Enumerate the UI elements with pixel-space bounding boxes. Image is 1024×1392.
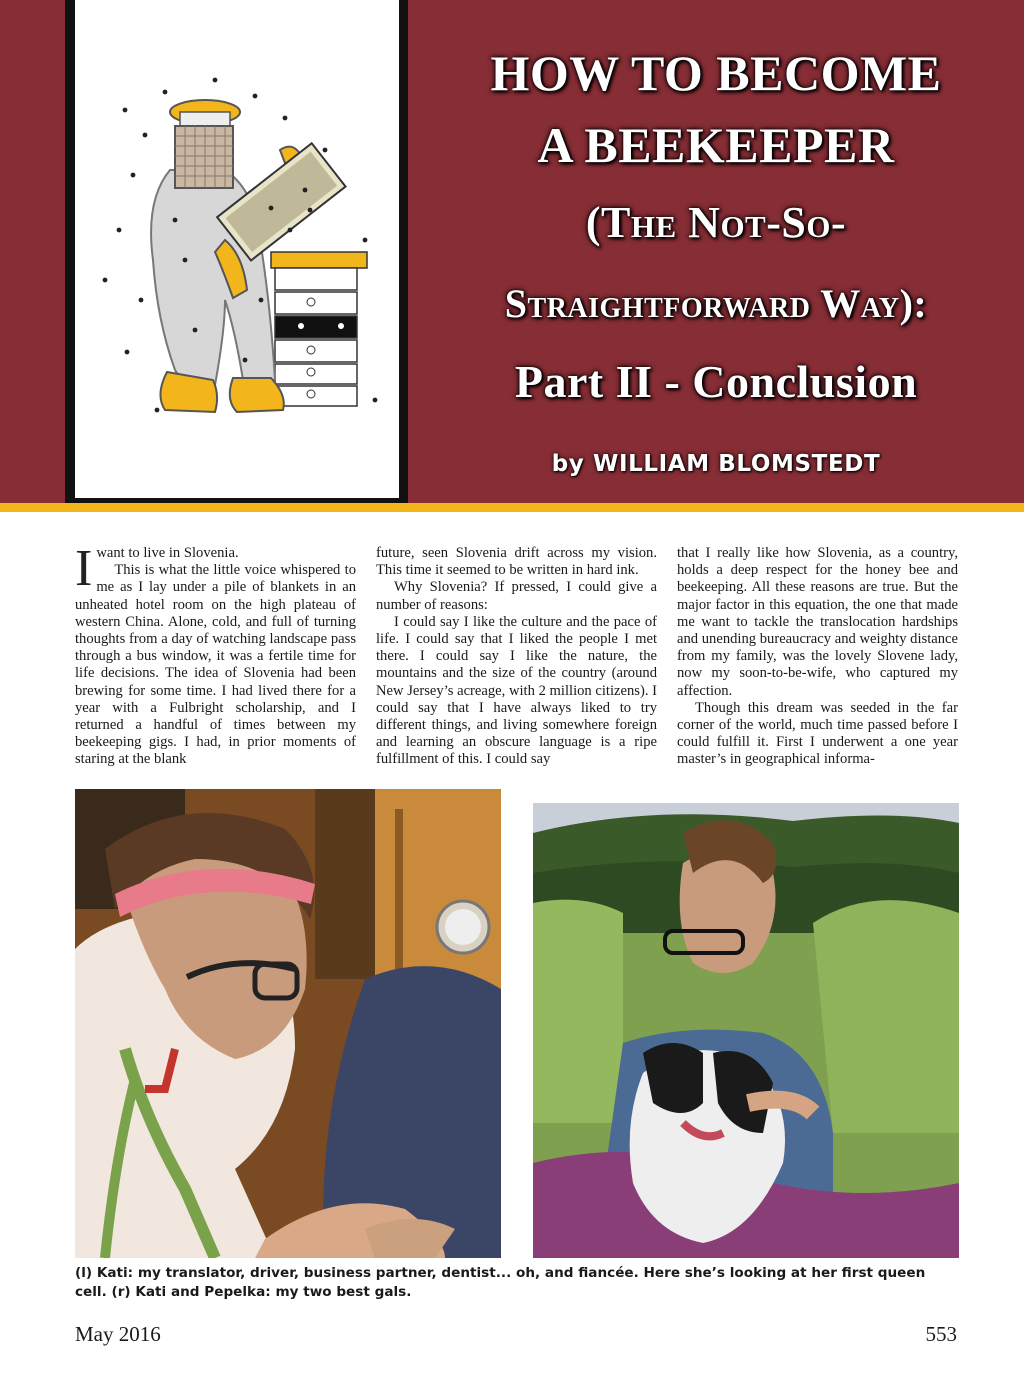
photo-kati-and-pepelka (533, 803, 959, 1258)
page-number: 553 (925, 1322, 957, 1346)
photo-kati-queen-cell (75, 789, 501, 1258)
title-line-1: HOW TO BECOME (490, 45, 942, 101)
paragraph: Though this dream was seeded in the far corner of the world, much time passed before I could fulfill it. First I underwent a one year master’s in geographical informa- (677, 699, 958, 768)
hive-icon (271, 252, 367, 406)
article-title (408, 38, 1024, 420)
paragraph-text: want to live in Slovenia. (96, 545, 239, 561)
photo-caption: (l) Kati: my translator, driver, business partner, dentist... oh, and fiancée. Here she’s looking at her first queen cell. (r) Kati and Pepelka: my two best gals. (75, 1265, 926, 1300)
article-column-2 (376, 545, 657, 769)
paragraph: This is what the little voice whispered to me as I lay under a pile of blankets in an unheated hotel room on the high plateau of western China. Alone, cold, and full of turning thoughts from a day of watching landscape pass through a bus window, it was a fertile time for life decisions. The idea of Slovenia had been brewing for some time. I had lived there for a year with a Fulbright scholarship, and I returned a handful of times between my beekeeping gigs. I had, in prior moments of staring at the blank (75, 562, 356, 768)
beekeeper-with-hive-icon (75, 0, 399, 498)
byline: by WILLIAM BLOMSTEDT (551, 451, 881, 477)
photo-right-image (533, 803, 959, 1258)
paragraph: Why Slovenia? If pressed, I could give a number of reasons: (376, 579, 657, 613)
paragraph (75, 540, 356, 597)
article-column-3 (677, 545, 958, 769)
title-line-2: A BEEKEEPER (537, 117, 895, 173)
header-stripe (0, 503, 1024, 512)
illustration-panel (75, 0, 399, 498)
photo-left-image (75, 789, 501, 1258)
drop-cap: I (75, 540, 93, 597)
article-column-1 (75, 540, 356, 769)
paragraph: future, seen Slovenia drift across my vision. This time it seemed to be written in hard ink. (376, 545, 657, 579)
paragraph: that I really like how Slovenia, as a country, holds a deep respect for the honey bee and beekeeping. All these reasons are true. But the major factor in this equation, the one that made me want to tackle the translocation hardships and unending bureaucracy and weighty distance from my family, was the lovely Slovene lady, now my soon-to-be-wife, who captured my affection. (677, 545, 958, 699)
title-line-3: (The Not-So- (585, 198, 847, 247)
issue-date: May 2016 (75, 1322, 161, 1346)
paragraph: I could say I like the culture and the pace of life. I could say that I liked the people I met there. I could say I like the nature, the mountains and the size of the country (around New Jersey’s acreage, with 2 million citizens). I could say that I have always liked to try different things, and living somewhere foreign and learning an obscure language is a ripe fulfillment of this. I could say (376, 613, 657, 768)
title-line-4: Straightforward Way): (504, 281, 928, 326)
title-line-5: Part II - Conclusion (514, 356, 918, 407)
